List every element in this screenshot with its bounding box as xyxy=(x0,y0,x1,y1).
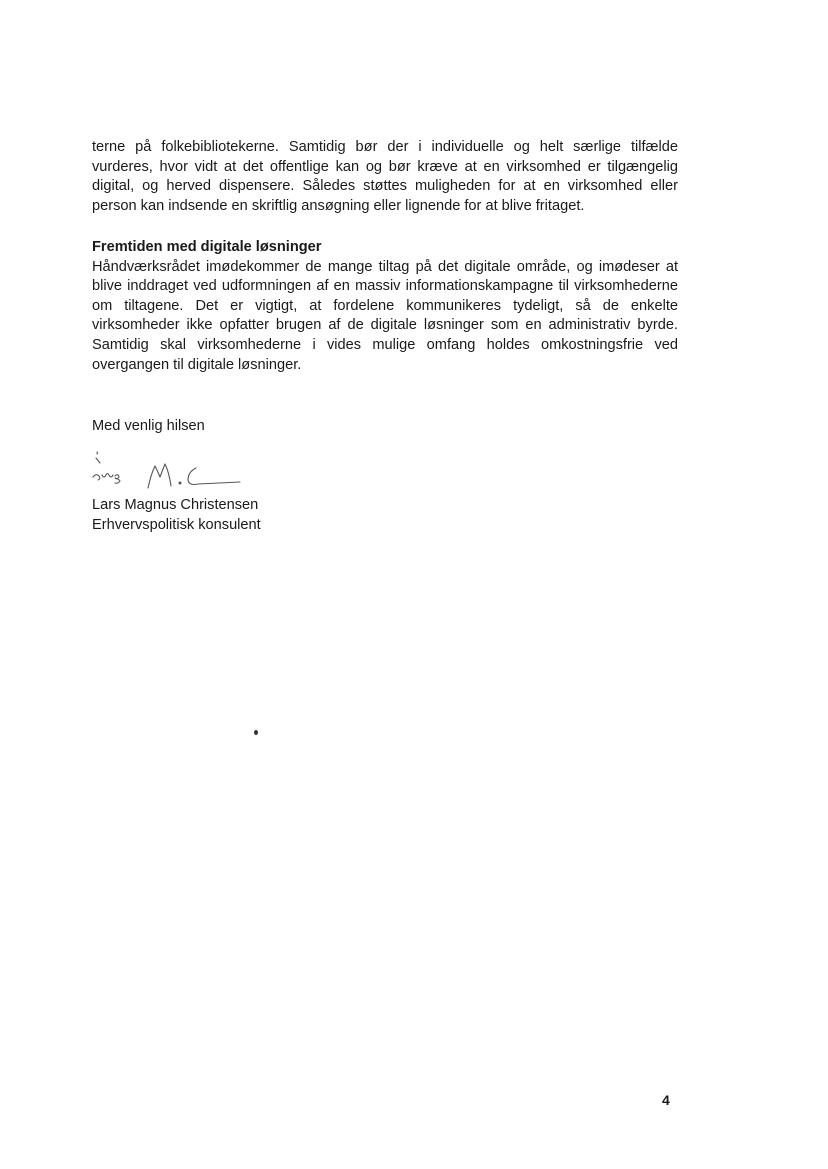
signer-name: Lars Magnus Christensen xyxy=(92,497,259,513)
section-future-digital xyxy=(92,238,678,375)
signer-block xyxy=(92,495,261,535)
signature-icon xyxy=(88,446,258,496)
body-paragraph-2: Håndværksrådet imødekommer de mange tiltag på det digitale område, og imødeser at blive inddraget ved udformningen af en massiv informationskampagne til virksomhederne om tiltagene. Det er vigtigt, at fordelene kommunikeres tydeligt, så de enkelte virksomheder ikke opfatter brugen af de digitale løsninger som en administrativ byrde. Samtidig skal virksomhederne i vides mulige omfang holdes omkostningsfrie ved overgangen til digitale løsninger. xyxy=(92,258,678,373)
closing-salutation: Med venlig hilsen xyxy=(92,418,205,434)
scan-speck xyxy=(254,730,258,735)
section-heading: Fremtiden med digitale løsninger xyxy=(92,239,322,255)
page-number: 4 xyxy=(662,1092,670,1108)
body-paragraph-1: terne på folkebibliotekerne. Samtidig bør der i individuelle og helt særlige tilfælde vurderes, hvor vidt at det offentlige kan og bør kræve at en virksomhed er tilgængelig digital, og herved dispensere. Således støttes muligheden for at en virksomhed eller person kan indsende en skriftlig ansøgning eller lignende for at blive fritaget. xyxy=(92,139,678,214)
signer-title: Erhvervspolitisk konsulent xyxy=(92,517,261,533)
